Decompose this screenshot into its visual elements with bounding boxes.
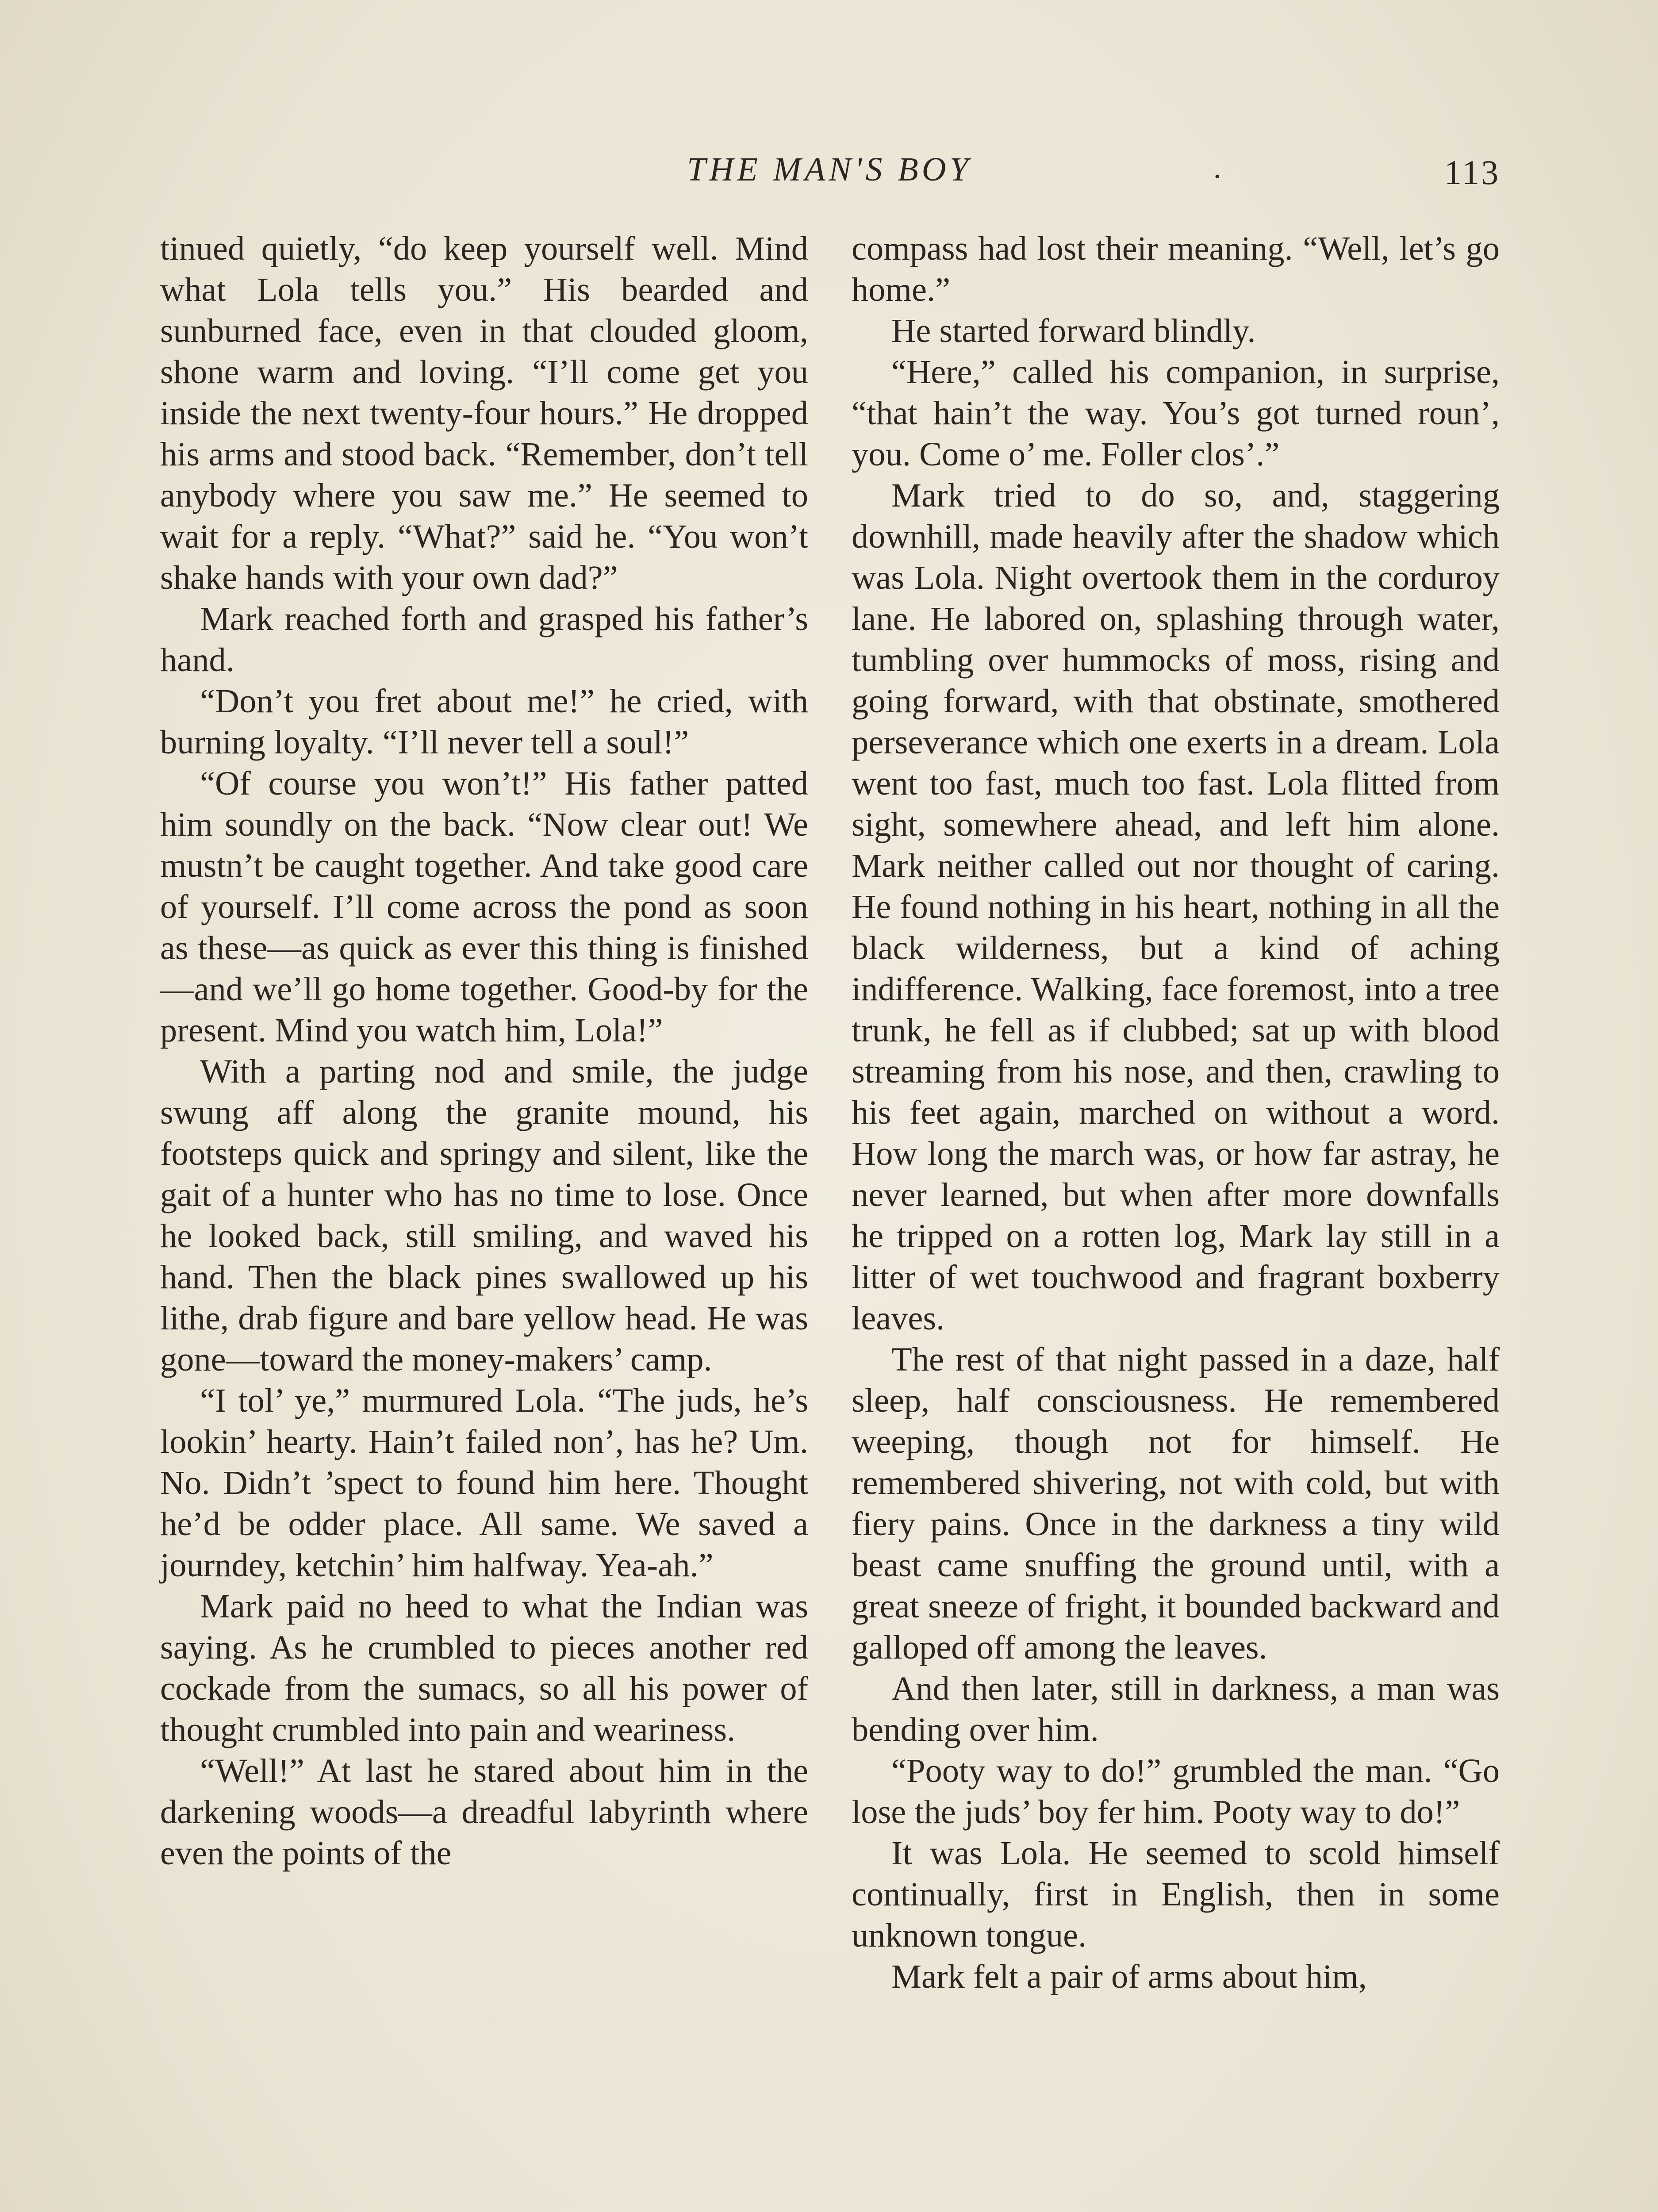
paragraph: It was Lola. He seemed to scold himself continually, first in English, then in some unknown tongue. — [852, 1834, 1500, 1954]
left-text-column — [160, 228, 808, 1874]
paragraph: With a parting nod and smile, the judge swung aff along the granite mound, his footsteps quick and springy and silent, like the gait of a hunter who has no time to lose. Once he looked back, still smiling, and waved his hand. Then the black pines swallowed up his lithe, drab figure and bare yellow head. He was gone—toward the money-makers’ camp. — [160, 1052, 808, 1378]
paragraph: And then later, still in darkness, a man was bending over him. — [852, 1670, 1500, 1748]
paragraph: The rest of that night passed in a daze, half sleep, half consciousness. He remembered weeping, though not for himself. He remembered shivering, not with cold, but with fiery pains. Once in the darkness a tiny wild beast came snuffing the ground until, with a great sneeze of fright, it bounded backward and galloped off among the leaves. — [852, 1340, 1500, 1666]
paragraph: Mark tried to do so, and, staggering downhill, made heavily after the shadow which was Lola. Night overtook them in the corduroy lane. He labored on, splashing through water, tumbling over hummocks of moss, rising and going forward, with that obstinate, smothered perseverance which one exerts in a dream. Lola went too fast, much too fast. Lola flitted from sight, somewhere ahead, and left him alone. Mark neither called out nor thought of caring. He found nothing in his heart, nothing in all the black wilderness, but a kind of aching indifference. Walking, face foremost, into a tree trunk, he fell as if clubbed; sat up with blood streaming from his nose, and then, crawling to his feet again, marched on without a word. How long the march was, or how far astray, he never learned, but when after more downfalls he tripped on a rotten log, Mark lay still in a litter of wet touchwood and fragrant boxberry leaves. — [852, 476, 1500, 1337]
right-text-column — [852, 228, 1500, 1997]
paragraph: compass had lost their meaning. “Well, let’s go home.” — [852, 230, 1500, 308]
paragraph: “Of course you won’t!” His father patted him soundly on the back. “Now clear out! We mustn’t be caught together. And take good care of yourself. I’ll come across the pond as soon as these—as quick as ever this thing is finished—and we’ll go home together. Good-by for the present. Mind you watch him, Lola!” — [160, 764, 808, 1049]
paragraph: “Don’t you fret about me!” he cried, with burning loyalty. “I’ll never tell a soul!” — [160, 682, 808, 761]
paragraph: Mark felt a pair of arms about him, — [891, 1958, 1367, 1995]
paragraph: He started forward blindly. — [891, 312, 1256, 349]
paragraph: “Pooty way to do!” grumbled the man. “Go lose the juds’ boy fer him. Pooty way to do!” — [852, 1752, 1500, 1831]
page-number: 113 — [1444, 153, 1501, 192]
paragraph: Mark reached forth and grasped his father’s hand. — [160, 600, 808, 679]
paragraph: Mark paid no heed to what the Indian was saying. As he crumbled to pieces another red cockade from the sumacs, so all his power of thought crumbled into pain and weariness. — [160, 1587, 808, 1748]
running-title: THE MAN'S BOY — [687, 151, 972, 188]
paragraph: “I tol’ ye,” murmured Lola. “The juds, he’s lookin’ hearty. Hain’t failed non’, has he? Um. No. Didn’t ’spect to found him here. Thought he’d be odder place. All same. We saved a journdey, ketchin’ him halfway. Yea-ah.” — [160, 1382, 808, 1584]
printer-dot: · — [1212, 160, 1223, 194]
paragraph: tinued quietly, “do keep yourself well. Mind what Lola tells you.” His bearded and sunburned face, even in that clouded gloom, shone warm and loving. “I’ll come get you inside the next twenty-four hours.” He dropped his arms and stood back. “Remember, don’t tell anybody where you saw me.” He seemed to wait for a reply. “What?” said he. “You won’t shake hands with your own dad?” — [160, 230, 808, 596]
paragraph: “Here,” called his companion, in surprise, “that hain’t the way. You’s got turned roun’, you. Come o’ me. Foller clos’.” — [852, 353, 1500, 473]
paragraph: “Well!” At last he stared about him in the darkening woods—a dreadful labyrinth where even the points of the — [160, 1752, 808, 1872]
